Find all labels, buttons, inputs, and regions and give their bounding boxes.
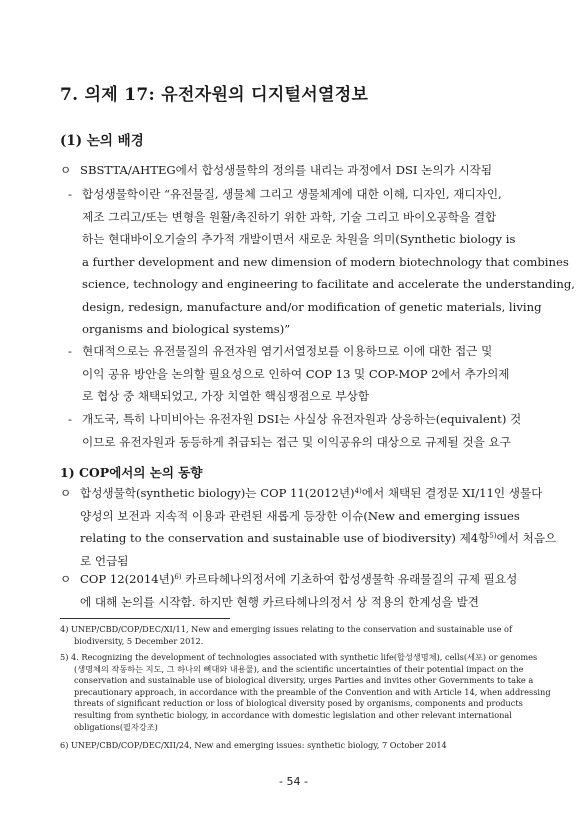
line-text: 양성의 보전과 지속적 이용과 관련된 새롭게 등장한 이슈(New and emerging issues (80, 508, 520, 523)
dash-line: 현대적으로는 유전물질의 유전자원 염기서열정보를 이용하므로 이에 대한 접근 및 (82, 344, 493, 358)
footnote-line: (생명체의 작동하는 지도, 그 하나의 뼈대와 내용물), and the scientific uncertainties of their potential impact on the (74, 663, 524, 674)
dash-mark: - (68, 344, 72, 358)
dash-item-synthetic-biology-definition (68, 183, 575, 341)
dash-line: science, technology and engineering to facilitate and accelerate the understanding, (82, 277, 575, 291)
dash-line: 합성생물학이란 “유전물질, 생물체 그리고 생물체계에 대한 이해, 디자인, 재디자인, (82, 187, 502, 201)
dash-line: 제조 그리고/또는 변형을 원활/촉진하기 위한 과학, 기술 그리고 바이오공학을 결합 (82, 209, 497, 224)
line-text: 에서 채택된 결정문 XI/11인 생물다 (361, 486, 543, 500)
bullet-mark: ㅇ (60, 572, 72, 586)
line-text: 합성생물학(synthetic biology)는 COP 11(2012년) (80, 486, 355, 500)
line-text: COP 12(2014년) (80, 572, 175, 586)
dash-line: design, redesign, manufacture and/or modification of genetic materials, living (82, 299, 542, 314)
dash-mark: - (68, 187, 72, 201)
line-text: relating to the conservation and sustainable use of biodiversity) 제4항 (80, 531, 490, 545)
footnote-divider (60, 618, 230, 619)
section-heading-background: (1) 논의 배경 (60, 133, 144, 149)
page-number: - 54 - (279, 775, 308, 788)
dash-line: 이므로 유전자원과 동등하게 취급되는 접근 및 이익공유의 대상으로 규제될 것을 요구 (82, 434, 511, 449)
dash-line: organisms and biological systems)” (82, 322, 291, 336)
footnote-line: conservation and sustainable use of biological diversity, urges Parties and invites other Governments to take a (74, 675, 534, 686)
footnote-line: resulting from synthetic biology, in accordance with domestic legislation and other relevant international (74, 709, 512, 720)
line-text: 카르타헤나의정서에 기초하여 합성생물학 유래물질의 규제 필요성 (181, 572, 518, 586)
line-text: 로 언급됨 (80, 553, 129, 568)
bullet-mark: ㅇ (60, 163, 72, 177)
dash-line: 하는 현대바이오기술의 추가적 개발이면서 새로운 차원을 의미(Synthetic biology is (82, 232, 516, 246)
footnote-line: 6) UNEP/CBD/COP/DEC/XII/24, New and emerging issues: synthetic biology, 7 October 2014 (60, 740, 447, 750)
section-heading-cop-trends: 1) COP에서의 논의 동향 (60, 465, 203, 480)
dash-line: 로 협상 중 채택되었고, 가장 치열한 핵심쟁점으로 부상함 (82, 389, 370, 403)
footnote-ref: 6) (174, 573, 182, 581)
footnote-6 (60, 740, 530, 752)
footnote-5 (60, 652, 551, 733)
dash-item-cop13-adoption (68, 340, 528, 408)
line-text: 에 대해 논의를 시작함. 하지만 현행 카르타헤나의정서 상 적용의 한계성을 발견 (80, 594, 479, 609)
dash-item-namibia-position (68, 408, 528, 453)
footnote-line: 4) UNEP/CBD/COP/DEC/XI/11, New and emerging issues relating to the conservation and sustainable use of (60, 624, 512, 634)
page-title: 7. 의제 17: 유전자원의 디지털서열정보 (60, 85, 369, 105)
dash-line: a further development and new dimension of modern biotechnology that combines (82, 254, 569, 269)
dash-mark: - (68, 412, 72, 426)
bullet-item-cop11 (60, 482, 557, 572)
bullet-mark: ㅇ (60, 486, 72, 500)
footnote-line: threats of significant reduction or loss of biological diversity posed by organisms, components and products (74, 698, 523, 709)
footnote-line: biodiversity, 5 December 2012. (74, 635, 204, 646)
footnote-line: obligations(필자강조) (74, 721, 158, 732)
footnote-line: precautionary approach, in accordance with the preamble of the Convention and with Article 14, when addressing (74, 686, 551, 697)
bullet-item-cop12 (60, 568, 530, 613)
footnote-line: 5) 4. Recognizing the development of technologies associated with synthetic life(합성생명체), cells(세포) or genomes (60, 652, 538, 662)
footnote-4 (60, 624, 530, 647)
bullet-item (60, 159, 492, 181)
footnote-ref: 4) (354, 487, 362, 495)
footnote-ref: 5) (489, 532, 497, 540)
dash-line: 이익 공유 방안을 논의할 필요성으로 인하여 COP 13 및 COP-MOP 2에서 추가의제 (82, 366, 510, 381)
line-text: 에서 처음으 (496, 531, 557, 545)
bullet-text: SBSTTA/AHTEG에서 합성생물학의 정의를 내리는 과정에서 DSI 논의가 시작됨 (80, 163, 493, 177)
dash-line: 개도국, 특히 나미비아는 유전자원 DSI는 사실상 유전자원과 상응하는(equivalent) 것 (82, 412, 522, 426)
